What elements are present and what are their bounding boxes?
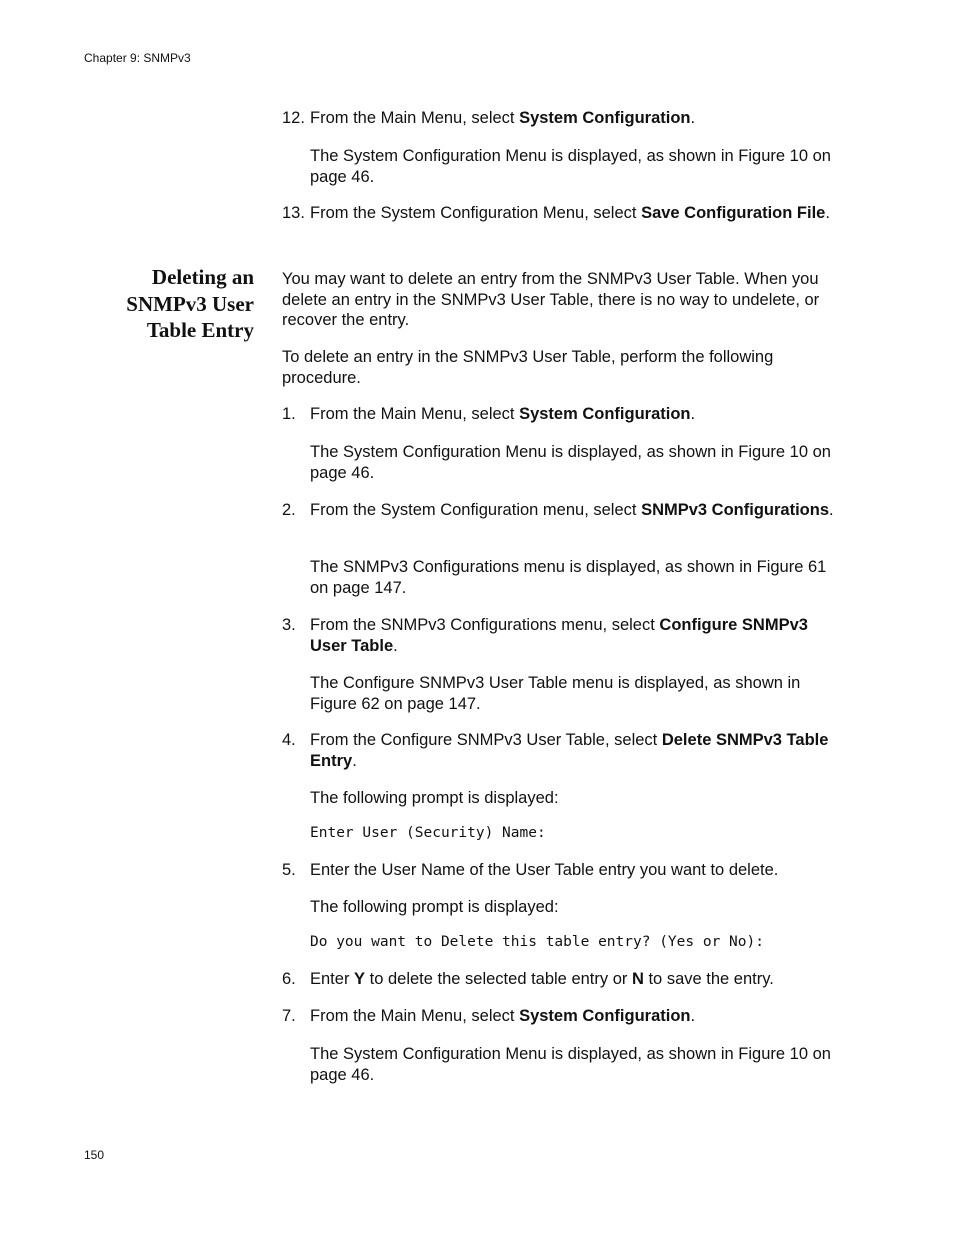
intro-paragraph-2: To delete an entry in the SNMPv3 User Table, perform the following procedure. [282, 348, 774, 387]
page-number: 150 [84, 1148, 105, 1162]
ui-term: System Configuration [519, 109, 691, 127]
step-note: The System Configuration Menu is displayed, as shown in Figure 10 on page 46. [310, 1045, 831, 1084]
step-note: The SNMPv3 Configurations menu is displayed, as shown in Figure 61 on page 147. [310, 558, 827, 597]
ui-term: SNMPv3 Configurations [641, 501, 829, 519]
step-note: The following prompt is displayed: [310, 789, 559, 807]
step-note: The System Configuration Menu is displayed, as shown in Figure 10 on page 46. [310, 443, 831, 482]
ui-term: Delete SNMPv3 Table Entry [310, 731, 829, 770]
step-note: The Configure SNMPv3 User Table menu is displayed, as shown in Figure 62 on page 147. [310, 674, 801, 713]
running-header: Chapter 9: SNMPv3 [84, 51, 191, 65]
ui-term: Y [354, 970, 366, 988]
step-note: The System Configuration Menu is displayed, as shown in Figure 10 on page 46. [310, 147, 831, 186]
section-heading: Deleting an SNMPv3 User Table Entry [126, 265, 254, 342]
step-note: The following prompt is displayed: [310, 898, 559, 916]
ui-term: N [631, 970, 644, 988]
code-prompt: Do you want to Delete this table entry? (Yes or No): [310, 934, 764, 950]
code-prompt: Enter User (Security) Name: [310, 825, 546, 841]
ui-term: Save Configuration File [641, 204, 826, 222]
intro-paragraph: You may want to delete an entry from the SNMPv3 User Table. When you delete an entry in the SNMPv3 User Table, there is no way to undelete, or recover the entry. [282, 270, 820, 329]
ui-term: System Configuration [519, 405, 691, 423]
ui-term: System Configuration [519, 1007, 691, 1025]
ui-term: Configure SNMPv3 User Table [310, 616, 808, 655]
